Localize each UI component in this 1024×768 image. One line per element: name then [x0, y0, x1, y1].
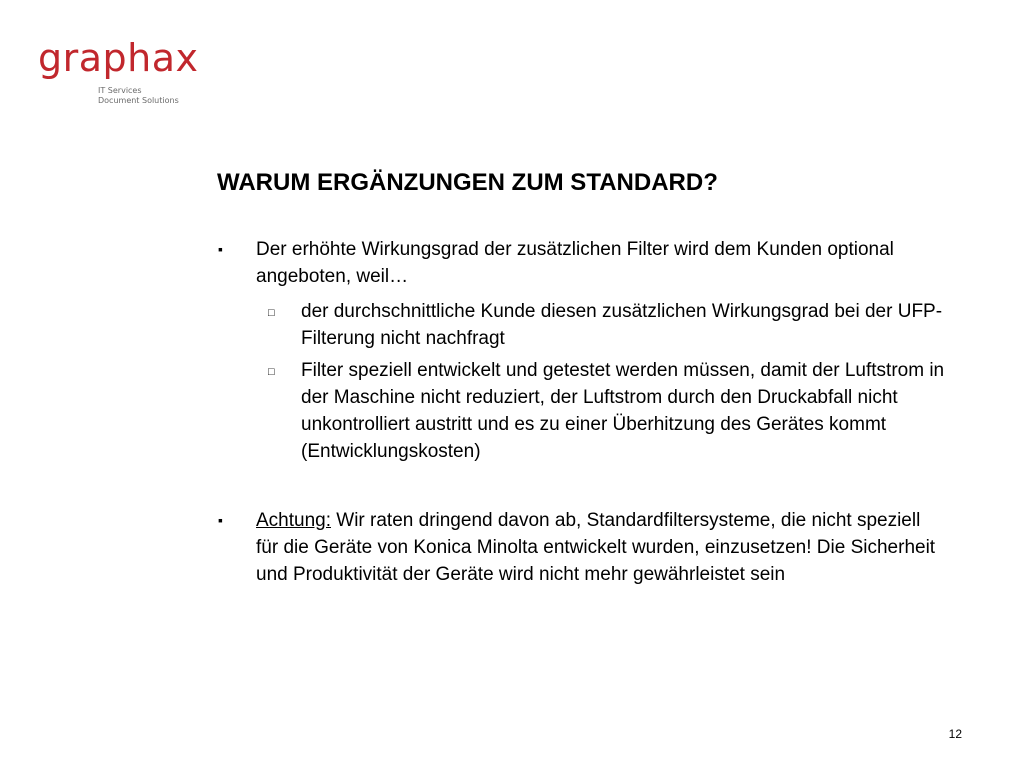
graphax-logo	[38, 38, 198, 108]
logo-wordmark: graphax	[38, 36, 199, 80]
logo-tagline-document-solutions: Document Solutions	[98, 96, 179, 105]
square-bullet-icon: ▪	[218, 241, 223, 257]
logo-tagline-it-services: IT Services	[98, 86, 142, 95]
hollow-square-bullet-icon: □	[268, 366, 275, 378]
bullet-text: Der erhöhte Wirkungsgrad der zusätzlichen Filter wird dem Kunden optional angeboten, weil…	[256, 239, 894, 287]
hollow-square-bullet-icon: □	[268, 307, 275, 319]
bullet-text	[256, 507, 946, 588]
square-bullet-icon: ▪	[218, 512, 223, 528]
warning-text: Wir raten dringend davon ab, Standardfiltersysteme, die nicht speziell für die Geräte von Konica Minolta entwickelt wurden, einzusetzen! Die Sicherheit und Produktivität der Geräte wird nicht mehr gewährleistet sein	[256, 510, 936, 585]
slide-title: WARUM ERGÄNZUNGEN ZUM STANDARD?	[217, 169, 718, 196]
page-number: 12	[948, 727, 962, 741]
sub-bullet-text: der durchschnittliche Kunde diesen zusätzlichen Wirkungsgrad bei der UFP-Filterung nicht nachfragt	[301, 301, 943, 349]
warning-label: Achtung:	[256, 510, 331, 531]
sub-bullet-text: Filter speziell entwickelt und getestet werden müssen, damit der Luftstrom in der Maschine nicht reduziert, der Luftstrom durch den Druckabfall nicht unkontrolliert austritt und es zu einer Überhitzung des Gerätes kommt (Entwicklungskosten)	[301, 360, 945, 462]
